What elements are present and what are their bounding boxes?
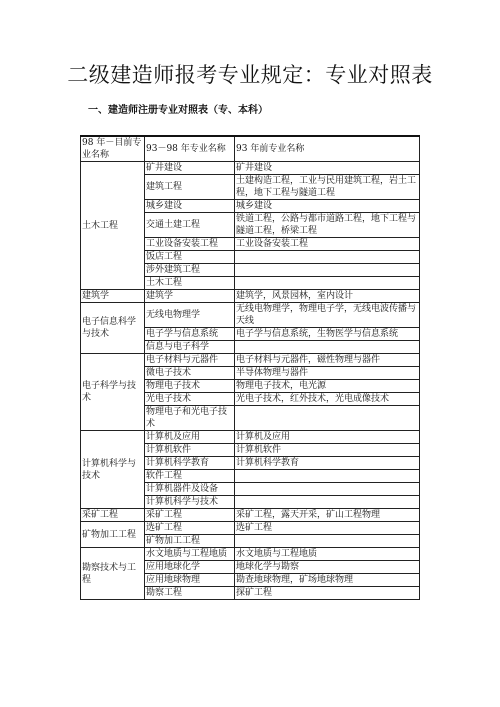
major-93-98-cell: 光电子技术 bbox=[145, 393, 235, 406]
table-row bbox=[81, 162, 420, 175]
major-pre-93-cell: 城乡建设 bbox=[235, 200, 420, 213]
major-93-98-cell: 勘察工程 bbox=[145, 587, 235, 600]
major-93-98-cell: 水文地质与工程地质 bbox=[145, 548, 235, 561]
major-pre-93-cell: 物理电子技术，电光源 bbox=[235, 380, 420, 393]
major-pre-93-cell: 铁道工程，公路与都市道路工程，地下工程与隧道工程，桥梁工程 bbox=[235, 213, 420, 238]
major-93-98-cell: 建筑学 bbox=[145, 290, 235, 303]
major-pre-93-cell: 电子材料与元器件，磁性物理与器件 bbox=[235, 354, 420, 367]
major-pre-93-cell: 勘查地球物理，矿场地球物理 bbox=[235, 574, 420, 587]
major-pre-93-cell bbox=[235, 251, 420, 264]
group-name-cell: 采矿工程 bbox=[81, 509, 145, 522]
group-name-cell: 土木工程 bbox=[81, 162, 145, 290]
major-93-98-cell: 微电子技术 bbox=[145, 367, 235, 380]
major-93-98-cell: 应用地球物理 bbox=[145, 574, 235, 587]
major-93-98-cell: 矿井建设 bbox=[145, 162, 235, 175]
group-name-cell: 计算机科学与技术 bbox=[81, 431, 145, 509]
major-pre-93-cell: 电子学与信息系统，生物医学与信息系统 bbox=[235, 328, 420, 341]
major-93-98-cell: 信息与电子科学 bbox=[145, 341, 235, 354]
major-93-98-cell: 物理电子技术 bbox=[145, 380, 235, 393]
group-name-cell: 建筑学 bbox=[81, 290, 145, 303]
group-name-cell: 电子科学与技术 bbox=[81, 354, 145, 431]
page-title: 二级建造师报考专业规定：专业对照表 bbox=[67, 63, 433, 87]
section-heading: 一、建造师注册专业对照表（专、本科） bbox=[88, 105, 268, 116]
major-pre-93-cell: 地球化学与勘察 bbox=[235, 561, 420, 574]
table-row bbox=[81, 303, 420, 328]
major-93-98-cell: 采矿工程 bbox=[145, 509, 235, 522]
table-row bbox=[81, 354, 420, 367]
major-93-98-cell: 电子学与信息系统 bbox=[145, 328, 235, 341]
major-93-98-cell: 计算机器件及设备 bbox=[145, 483, 235, 496]
major-pre-93-cell: 光电子技术，红外技术，光电成像技术 bbox=[235, 393, 420, 406]
table-row bbox=[81, 431, 420, 444]
group-name-cell: 勘察技术与工程 bbox=[81, 548, 145, 600]
major-93-98-cell: 物理电子和光电子技术 bbox=[145, 406, 235, 431]
header-93-98-major: 93－98 年专业名称 bbox=[145, 136, 235, 162]
major-93-98-cell: 饭店工程 bbox=[145, 251, 235, 264]
major-pre-93-cell: 选矿工程 bbox=[235, 522, 420, 535]
major-pre-93-cell bbox=[235, 406, 420, 431]
major-93-98-cell: 工业设备安装工程 bbox=[145, 238, 235, 251]
major-pre-93-cell: 水文地质与工程地质 bbox=[235, 548, 420, 561]
major-pre-93-cell: 计算机科学教育 bbox=[235, 457, 420, 470]
major-pre-93-cell: 半导体物理与器件 bbox=[235, 367, 420, 380]
major-93-98-cell: 应用地球化学 bbox=[145, 561, 235, 574]
major-pre-93-cell: 计算机软件 bbox=[235, 444, 420, 457]
major-93-98-cell: 计算机科学与技术 bbox=[145, 496, 235, 509]
major-pre-93-cell: 采矿工程，露天开采，矿山工程物理 bbox=[235, 509, 420, 522]
header-current-major: 98 年－目前专业名称 bbox=[81, 136, 145, 162]
major-pre-93-cell: 计算机及应用 bbox=[235, 431, 420, 444]
major-pre-93-cell bbox=[235, 341, 420, 354]
major-pre-93-cell bbox=[235, 483, 420, 496]
major-pre-93-cell bbox=[235, 470, 420, 483]
table-row bbox=[81, 522, 420, 535]
major-pre-93-cell: 矿井建设 bbox=[235, 162, 420, 175]
major-93-98-cell: 计算机及应用 bbox=[145, 431, 235, 444]
table-row bbox=[81, 548, 420, 561]
table-row bbox=[81, 509, 420, 522]
header-pre-93-major: 93 年前专业名称 bbox=[235, 136, 420, 162]
major-93-98-cell: 交通土建工程 bbox=[145, 213, 235, 238]
major-pre-93-cell: 建筑学，风景园林，室内设计 bbox=[235, 290, 420, 303]
major-pre-93-cell bbox=[235, 535, 420, 548]
major-93-98-cell: 电子材料与元器件 bbox=[145, 354, 235, 367]
major-93-98-cell: 涉外建筑工程 bbox=[145, 264, 235, 277]
table-header-row bbox=[81, 136, 420, 162]
major-93-98-cell: 选矿工程 bbox=[145, 522, 235, 535]
table-row bbox=[81, 290, 420, 303]
major-pre-93-cell: 探矿工程 bbox=[235, 587, 420, 600]
major-pre-93-cell: 土建构造工程，工业与民用建筑工程，岩土工程，地下工程与隧道工程 bbox=[235, 175, 420, 200]
major-pre-93-cell bbox=[235, 277, 420, 290]
group-name-cell: 矿物加工工程 bbox=[81, 522, 145, 548]
major-pre-93-cell bbox=[235, 496, 420, 509]
major-93-98-cell: 计算机软件 bbox=[145, 444, 235, 457]
major-comparison-table bbox=[80, 135, 420, 600]
major-pre-93-cell: 无线电物理学，物理电子学，无线电波传播与天线 bbox=[235, 303, 420, 328]
major-pre-93-cell: 工业设备安装工程 bbox=[235, 238, 420, 251]
major-93-98-cell: 土木工程 bbox=[145, 277, 235, 290]
major-pre-93-cell bbox=[235, 264, 420, 277]
major-93-98-cell: 建筑工程 bbox=[145, 175, 235, 200]
major-93-98-cell: 软件工程 bbox=[145, 470, 235, 483]
major-93-98-cell: 无线电物理学 bbox=[145, 303, 235, 328]
major-93-98-cell: 计算机科学教育 bbox=[145, 457, 235, 470]
group-name-cell: 电子信息科学与技术 bbox=[81, 303, 145, 354]
major-93-98-cell: 城乡建设 bbox=[145, 200, 235, 213]
major-93-98-cell: 矿物加工工程 bbox=[145, 535, 235, 548]
